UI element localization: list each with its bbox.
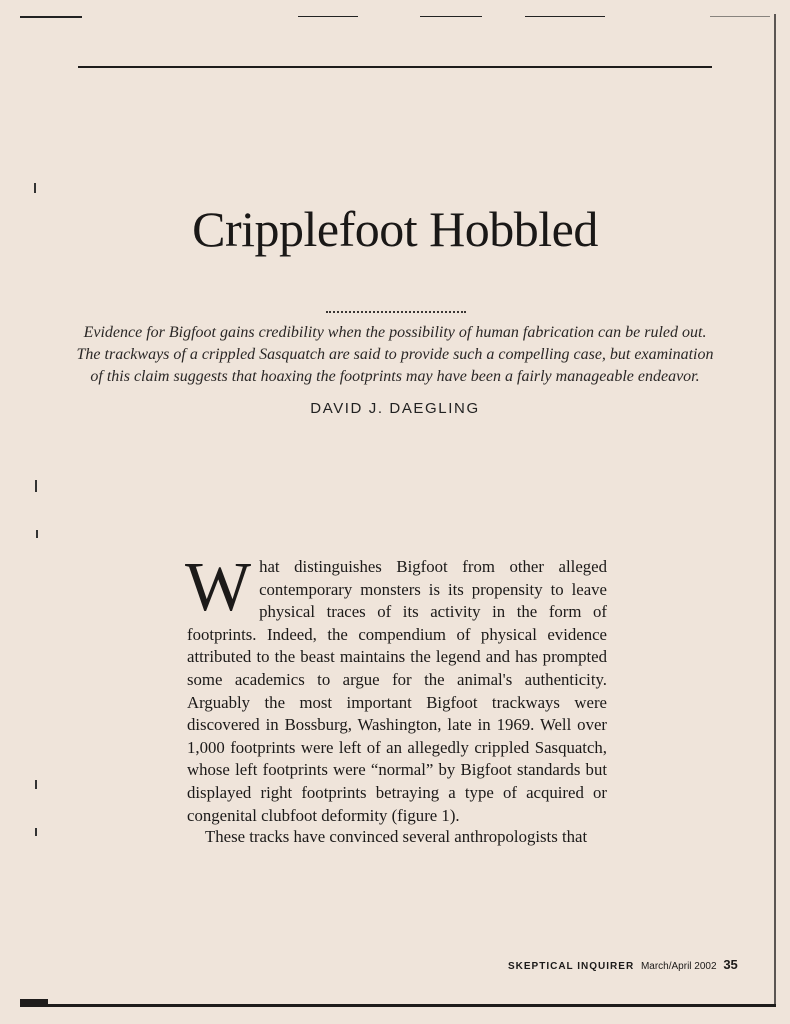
issue-date: March/April 2002 [640,961,717,972]
bottom-rule [20,1004,776,1007]
margin-mark [34,183,36,193]
margin-mark [35,828,37,836]
page-footer [508,957,738,972]
top-rule [78,66,712,68]
paragraph-1-text: hat distinguishes Bigfoot from other alleged contemporary monsters is its propensity to leave physical traces of its activity in the form of footprints. Indeed, the compendium of physical evidence attributed to the beast maintains the legend and has prompted some academics to argue for the animal's authenticity. Arguably the most important Bigfoot trackways were discovered in Bossburg, Washington, late in 1969. Well over 1,000 footprints were left of an allegedly crippled Sasquatch, whose left footprints were “normal” by Bigfoot standards but displayed right footprints betraying a type of acquired or congenital clubfoot deformity (figure 1). [187,557,607,825]
margin-mark [35,480,37,492]
dotted-divider [326,311,466,313]
body-paragraph-2: These tracks have convinced several anthropologists that [205,827,588,846]
page-edge-right [774,14,776,1004]
margin-mark [35,780,37,789]
author-byline: DAVID J. DAEGLING [310,400,480,417]
margin-mark [36,530,38,538]
page-number: 35 [723,957,738,972]
article-deck: Evidence for Bigfoot gains credibility when the possibility of human fabrication can be ruled out. The trackways of a crippled Sasquatch are said to provide such a compelling case, but examination of this claim suggests that hoaxing the footprints may have been a fairly manageable endeavor. [76,324,714,385]
magazine-name: SKEPTICAL INQUIRER [508,961,635,972]
scan-edge-top [20,16,780,18]
body-paragraph-1 [185,549,607,827]
article-title: Cripplefoot Hobbled [192,201,598,257]
drop-cap: W [185,549,252,626]
